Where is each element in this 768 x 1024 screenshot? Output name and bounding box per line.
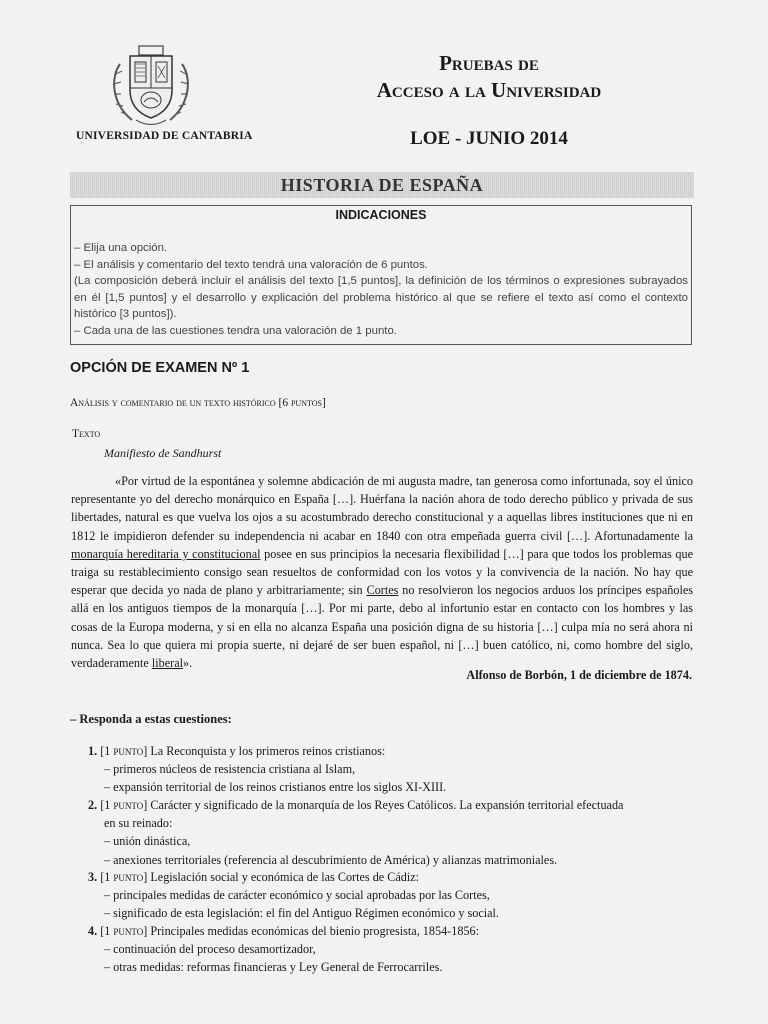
instructions-title: INDICACIONES: [335, 208, 427, 222]
subject-banner: [70, 172, 694, 198]
question-subitem: – continuación del proceso desamortizador,: [104, 942, 316, 957]
analysis-heading: Análisis y comentario de un texto histórico [6 puntos]: [70, 397, 326, 409]
question-title-continued: en su reinado:: [104, 816, 173, 831]
question-item: [88, 922, 694, 977]
question-subitem: – otras medidas: reformas financieras y Ley General de Ferrocarriles.: [104, 960, 443, 975]
underlined-term: Cortes: [366, 583, 399, 598]
exam-option-title: OPCIÓN DE EXAMEN Nº 1: [70, 360, 250, 376]
question-subitem: – unión dinástica,: [104, 834, 191, 849]
pau-title-line1: Pruebas de: [439, 51, 539, 75]
exam-session: LOE - JUNIO 2014: [410, 128, 568, 149]
pau-title-line2: Acceso a la Universidad: [376, 78, 602, 102]
text-label: Texto: [72, 428, 101, 440]
text-segment: ».: [183, 656, 193, 671]
instruction-item: – Cada una de las cuestiones tendra una valoración de 1 punto.: [74, 324, 397, 337]
question-subitem: – primeros núcleos de resistencia cristiana al Islam,: [104, 762, 356, 777]
question-points: [1 punto]: [100, 924, 148, 938]
subject-title: HISTORIA DE ESPAÑA: [280, 175, 484, 195]
question-title: Legislación social y económica de las Cortes de Cádiz:: [150, 870, 420, 884]
questions-heading: – Responda a estas cuestiones:: [70, 712, 232, 726]
question-title: Principales medidas económicas del bienio progresista, 1854-1856:: [150, 924, 479, 938]
university-crest-icon: [106, 44, 196, 128]
question-number: 2.: [88, 798, 98, 812]
instruction-item: – Elija una opción.: [74, 242, 168, 254]
question-subitem: – principales medidas de carácter económico y social aprobadas por las Cortes,: [104, 888, 490, 903]
instruction-item: – El análisis y comentario del texto tendrá una valoración de 6 puntos.: [74, 258, 428, 271]
question-title: Carácter y significado de la monarquía de los Reyes Católicos. La expansión territorial efectuada: [150, 798, 624, 812]
question-number: 3.: [88, 870, 98, 884]
question-subitem: – significado de esta legislación: el fin del Antiguo Régimen económico y social.: [104, 906, 499, 921]
question-points: [1 punto]: [100, 798, 148, 812]
historical-text: [71, 472, 693, 672]
instruction-item: (La composición deberá incluir el análisis del texto [1,5 puntos], la definición de los términos o expresiones subrayados en él [1,5 puntos] y el desarrollo y explicación del problema histórico al que se refiere el texto así como el contexto histórico [3 puntos]).: [74, 275, 688, 320]
question-subitem: – anexiones territoriales (referencia al descubrimiento de América) y alianzas matrimoniales.: [104, 852, 558, 867]
question-number: 1.: [88, 744, 98, 758]
underlined-term: monarquía hereditaria y constitucional: [71, 546, 261, 561]
question-points: [1 punto]: [100, 870, 148, 884]
question-title: La Reconquista y los primeros reinos cristianos:: [150, 744, 386, 758]
underlined-term: liberal: [151, 656, 184, 671]
text-segment: posee en sus principios la necesaria flexibilidad […] para que todos los problemas que traiga su restablecimiento consigo sean resueltos de conformidad con los votos y la convivencia de la nación. No hay que esperar que decida yo nada de plano y arbitrariamente; sin: [71, 546, 693, 598]
question-item: [88, 868, 694, 923]
university-name: UNIVERSIDAD DE CANTABRIA: [76, 130, 253, 142]
pau-title: [300, 50, 678, 104]
text-signature: Alfonso de Borbón, 1 de diciembre de 1874.: [466, 668, 692, 682]
question-number: 4.: [88, 924, 98, 938]
instructions-list: [74, 240, 688, 339]
text-title: Manifiesto de Sandhurst: [104, 446, 222, 460]
text-segment: no resolvieron los negocios arduos los príncipes españoles allá en los antiguos tiempos de la monarquía […]. Por mi parte, debo al infortunio estar en contacto con los hombres y las cosas de la Europa moderna, y si en ella no alcanza España una posición digna de su historia […] culpa mía no será ahora ni nunca. Sea lo que quiera mi propia suerte, ni dejaré de ser buen español, ni […] buen católico, ni, como hombre del siglo, verdaderamente: [71, 583, 693, 671]
question-item: [88, 742, 694, 797]
question-points: [1 punto]: [100, 744, 148, 758]
question-item: [88, 796, 694, 869]
question-subitem: – expansión territorial de los reinos cristianos entre los siglos XI-XIII.: [104, 780, 447, 795]
text-segment: «Por virtud de la espontánea y solemne abdicación de mi augusta madre, tan generosa como infortunada, soy el único representante yo del derecho monárquico en España […]. Huérfana la nación ahora de todo derecho público y privada de sus libertades, natural es que vuelva los ojos a su acostumbrado derecho constitucional y a aquellas libres instituciones que ni en 1812 le impidieron defender su independencia ni acabar en 1840 con otra empeñada guerra civil […]. Afortunadamente la: [71, 474, 693, 543]
